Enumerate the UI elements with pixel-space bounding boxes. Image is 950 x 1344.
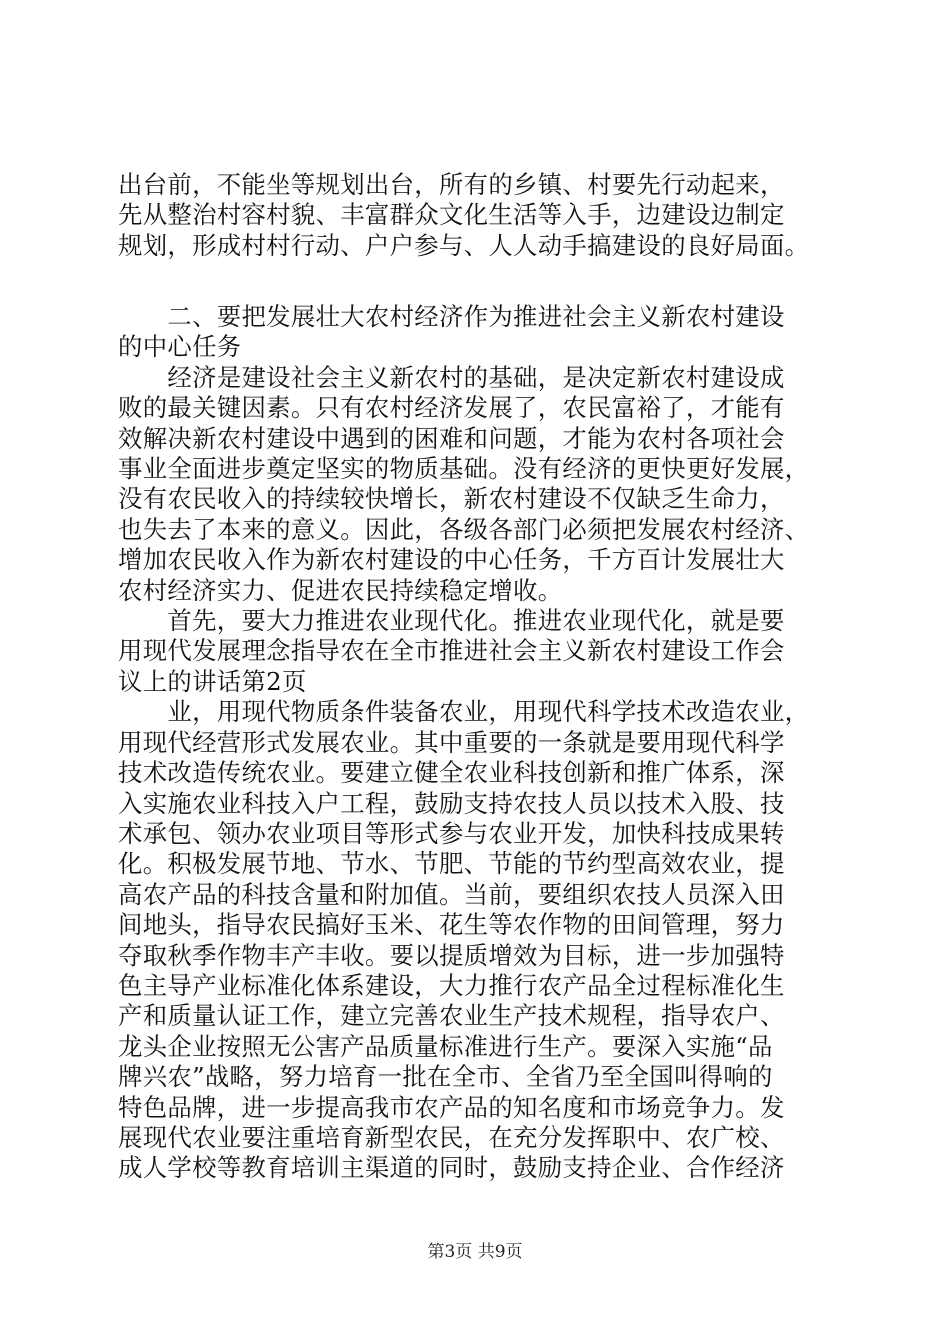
paragraph-continuation: 出台前，不能坐等规划出台，所有的乡镇、村要先行动起来， 先从整治村容村貌、丰富群众文化生活等入手，边建设边制定 规划，形成村村行动、户户参与、人人动手搞建设的良好局面。 (118, 170, 810, 260)
page-number-footer: 第3页 共9页 (427, 1242, 523, 1262)
section-two-body: 二、要把发展壮大农村经济作为推进社会主义新农村建设 的中心任务 经济是建设社会主义新农村的基础，是决定新农村建设成 败的最关键因素。只有农村经济发展了，农民富裕了，才能有 效解决新农村建设中遇到的困难和问题，才能为农村各项社会 事业全面进步奠定坚实的物质基础。没有经济的更快更好发展， 没有农民收入的持续较快增长，新农村建设不仅缺乏生命力， 也失去了本来的意义。因此，各级各部门必须把发展农村经济、 增加农民收入作为新农村建设的中心任务，千方百计发展壮大 农村经济实力、促进农民持续稳定增收。 首先，要大力推进农业现代化。推进农业现代化，就是要 用现代发展理念指导农在全市推进社会主义新农村建设工作会 议上的讲话第2页 业，用现代物质条件装备农业，用现代科学技术改造农业， 用现代经营形式发展农业。其中重要的一条就是要用现代科学 技术改造传统农业。要建立健全农业科技创新和推广体系，深 入实施农业科技入户工程，鼓励支持农技人员以技术入股、技 术承包、领办农业项目等形式参与农业开发，加快科技成果转 化。积极发展节地、节水、节肥、节能的节约型高效农业，提 高农产品的科技含量和附加值。当前，要组织农技人员深入田 间地头，指导农民搞好玉米、花生等农作物的田间管理，努力 夺取秋季作物丰产丰收。要以提质增效为目标，进一步加强特 色主导产业标准化体系建设，大力推行农产品全过程标准化生 产和质量认证工作，建立完善农业生产技术规程，指导农户、 龙头企业按照无公害产品质量标准进行生产。要深入实施“品 牌兴农”战略，努力培育一批在全市、全省乃至全国叫得响的 特色品牌，进一步提高我市农产品的知名度和市场竞争力。发 展现代农业要注重培育新型农民，在充分发挥职中、农广校、 成人学校等教育培训主渠道的同时，鼓励支持企业、合作经济 (118, 302, 810, 1183)
